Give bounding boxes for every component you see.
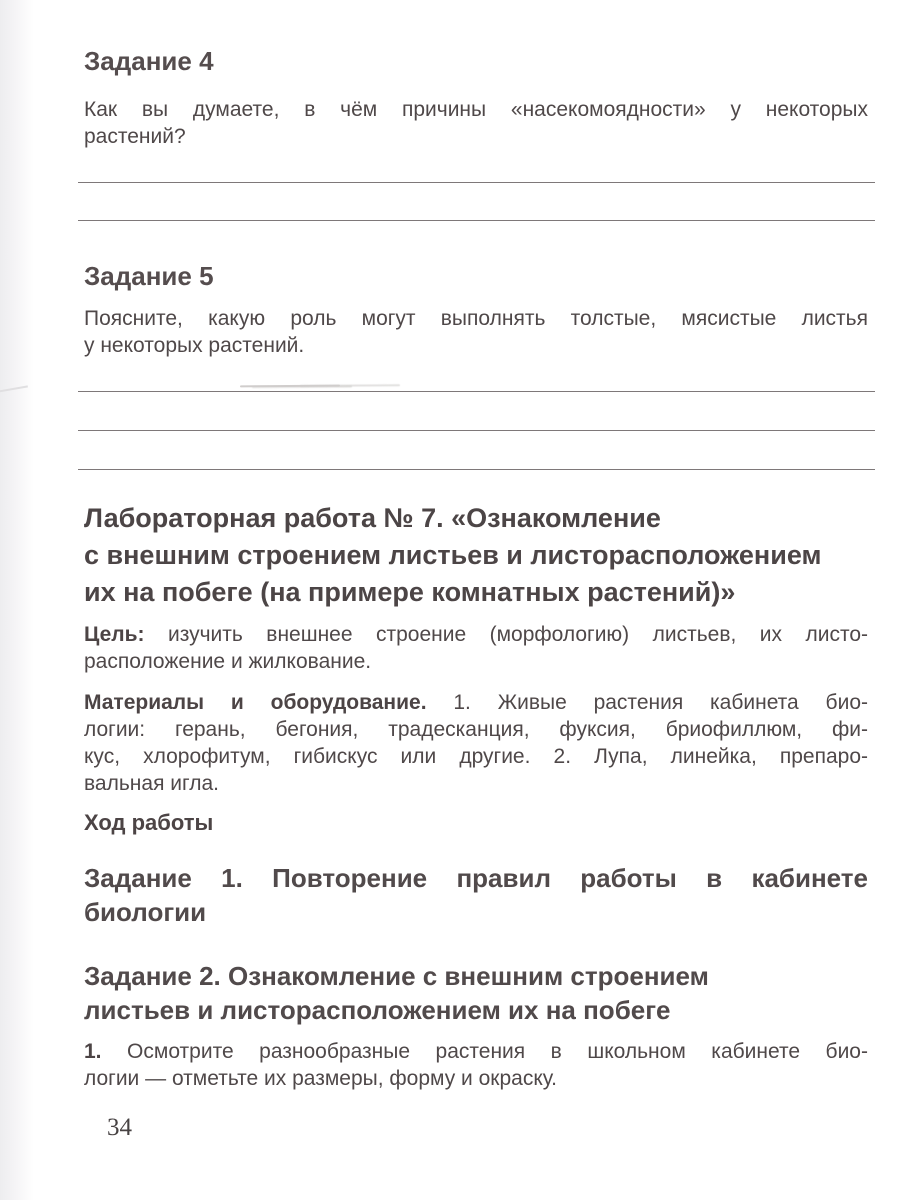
step1-line1 [84,1038,868,1065]
lab-step1 [84,1038,868,1092]
goal-label: Цель: [84,623,145,646]
task4-question [84,96,868,150]
lab-task1-heading [84,861,868,929]
materials-label: Материалы и оборудование. [84,691,427,714]
lab-title-line3: их на побеге (на примере комнатных растений)» [84,577,736,607]
lab-task2-line1: Задание 2. Ознакомление с внешним строением [84,961,709,991]
materials-line2: логии: герань, бегония, традесканция, фуксия, бриофиллюм, фи- [84,718,868,741]
answer-line [78,359,875,392]
step1-text: Осмотрите разнообразные растения в школьном кабинете био- [127,1040,868,1063]
task5-heading: Задание 5 [84,261,214,291]
task4-question-line1: Как вы думаете, в чём причины «насекомоядности» у некоторых [84,98,868,121]
lab-task1-line2: биологии [84,897,207,927]
answer-line [78,392,875,431]
task5-question [84,305,868,359]
step1-number: 1. [84,1040,102,1063]
task4-answer-lines [84,150,868,221]
task5-question-line2: у некоторых растений. [84,334,305,357]
lab-task2-line2: листьев и листорасположением их на побеге [84,995,671,1025]
goal-line1 [84,621,868,648]
lab-title-line1: Лабораторная работа № 7. «Ознакомление [84,503,661,533]
lab-materials [84,689,868,797]
lab-goal [84,621,868,675]
procedure-heading: Ход работы [84,810,214,835]
task5-question-line1: Поясните, какую роль могут выполнять толстые, мясистые листья [84,307,868,330]
goal-text: изучить внешнее строение (морфологию) листьев, их листо- [167,623,868,646]
materials-text: 1. Живые растения кабинета био- [453,691,868,714]
lab-title-line2: с внешним строением листьев и листорасположением [84,540,822,570]
answer-line [78,183,875,221]
answer-line [78,150,875,183]
task4-question-line2: растений? [84,125,186,148]
materials-line4: вальная игла. [84,772,219,795]
task4-heading: Задание 4 [84,46,214,76]
goal-line2: расположение и жилкование. [84,650,372,673]
task5-answer-lines [84,359,868,470]
materials-line3: кус, хлорофитум, гибискус или другие. 2. Лупа, линейка, препаро- [84,745,868,768]
materials-line1 [84,689,868,716]
step1-line2: логии — отметьте их размеры, форму и окраску. [84,1067,557,1090]
answer-line [78,431,875,470]
page-number: 34 [107,1114,132,1141]
lab-title [84,500,868,611]
lab-task1-line1: Задание 1. Повторение правил работы в кабинете [84,863,868,893]
lab-task2-heading [84,959,868,1027]
